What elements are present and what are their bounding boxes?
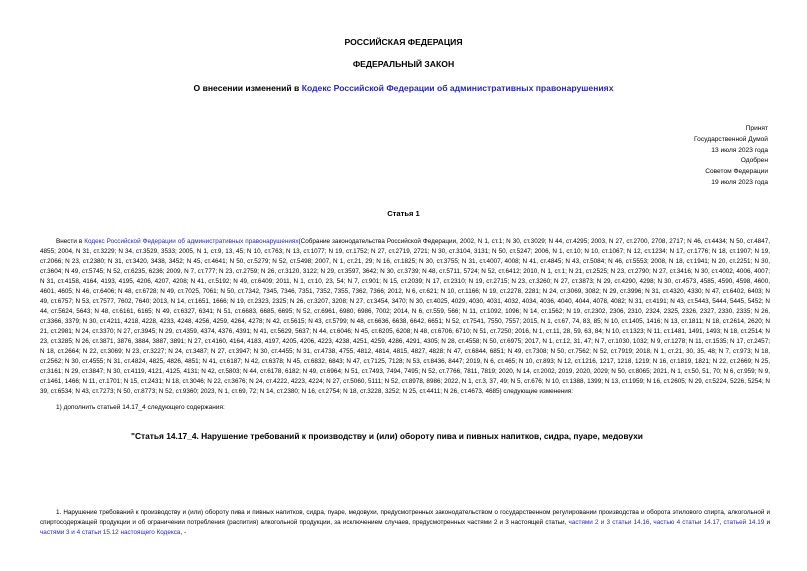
paragraph-1 — [40, 508, 770, 538]
approval-line: Советом Федерации — [705, 168, 768, 176]
approval-date: 19 июля 2023 года — [711, 178, 768, 186]
ref-link[interactable]: частями 2 — [568, 519, 599, 526]
law-title-prefix: О внесении изменений в — [193, 83, 302, 93]
item-1: 1) дополнить статьей 14.17_4 следующего содержания: — [56, 404, 225, 411]
ref-link[interactable]: частью 4 статьи 14.17 — [653, 519, 720, 526]
para1-sep: , — [649, 519, 654, 526]
para1-sep: , — [719, 519, 724, 526]
adoption-date: 13 июля 2023 года — [711, 146, 768, 154]
article-intro — [40, 237, 770, 397]
intro-prefix: Внести в — [56, 238, 85, 245]
intro-citations: (Собрание законодательства Российской Федерации, 2002, N 1, ст.1; N 30, ст.3029; N 44, ст.4295; 2003, N 27, ст.2700, 2708, 2717; N 46, ст.4434; N 50, ст.4847, 4855; 2004, N 31, ст.3229; N 34, ст.3529, 3533; 2005, N 1, ст.9, 13, 45; N 10, ст.763; N 13, ст.1077; N 19, ст.1752; N 27, ст.2719, 2721; N 30, ст.3104, 3131; N 50, ст.5247; 2006, N 1, ст.10; N 10, ст.1067; N 12, ст.1234; N 17, ст.1776; N 18, ст.1907; N 19, ст.2066; N 23, ст.2380; N 31, ст.3420, 3438, 3452; N 45, ст.4641; N 50, ст.5279; N 52, ст.5498; 2007, N 1, ст.21, 29; N 16, ст.1825; N 30, ст.3755; N 31, ст.4007, 4008; N 41, ст.4845; N 43, ст.5084; N 46, ст.5553; 2008, N 18, ст.1941; N 20, ст.2251; N 30, ст.3604; N 49, ст.5745; N 52, ст.6235, 6236; 2009, N 7, ст.777; N 23, ст.2759; N 26, ст.3120, 3122; N 29, ст.3597, 3642; N 30, ст.3739; N 48, ст.5711, 5724; N 52, ст.6412; 2010, N 1, ст.1; N 21, ст.2525; N 23, ст.2790; N 27, ст.3416; N 30, ст.4002, 4006, 4007; N 31, ст.4158, 4164, 4193, 4195, 4206, 4207, 4208; N 41, ст.5192; N 49, ст.6409; 2011, N 1, ст.10, 23, 54; N 7, ст.901; N 15, ст.2039; N 17, ст.2310; N 19, ст.2715; N 23, ст.3260; N 27, ст.3873; N 29, ст.4290, 4298; N 30, ст.4573, 4585, 4590, 4598, 4600, 4601, 4605; N 46, ст.6406; N 48, ст.6728; N 49, ст.7025, 7061; N 50, ст.7342, 7345, 7346, 7351, 7352, 7355, 7362, 7366; 2012, N 6, ст.621; N 10, ст.1166; N 19, ст.2278, 2281; N 24, ст.3069, 3082; N 29, ст.3996; N 31, ст.4320, 4330; N 47, ст.6402, 6403; N 49, ст.6757; N 53, ст.7577, 7602, 7640; 2013, N 14, ст.1651, 1666; N 19, ст.2323, 2325; N 26, ст.3207, 3208; N 27, ст.3454, 3470; N 30, ст.4025, 4029, 4030, 4031, 4032, 4034, 4036, 4040, 4044, 4078, 4082; N 31, ст.4191; N 43, ст.5443, 5444, 5445, 5452; N 44, ст.5624, 5643; N 48, ст.6161, 6165; N 49, ст.6327, 6341; N 51, ст.6683, 6685, 6695; N 52, ст.6961, 6980, 6986, 7002; 2014, N 6, ст.559, 566; N 11, ст.1092, 1096; N 14, ст.1562; N 19, ст.2302, 2306, 2310, 2324, 2325, 2326, 2327, 2330, 2335; N 26, ст.3366, 3379; N 30, ст.4211, 4218, 4228, 4233, 4248, 4256, 4259, 4264, 4278; N 42, ст.5615; N 43, ст.5799; N 48, ст.6636, 6638, 6642, 6651; N 52, ст.7541, 7550, 7557; 2015, N 1, ст.67, 74, 83, 85; N 10, ст.1405, 1416; N 13, ст.1811; N 18, ст.2614, 2620; N 21, ст.2981; N 24, ст.3370; N 27, ст.3945; N 29, ст.4359, 4374, 4376, 4391; N 41, ст.5629, 5637; N 44, ст.6046; N 45, ст.6205, 6208; N 48, ст.6706, 6710; N 51, ст.7250; 2016, N 1, ст.11, 28, 59, 63, 84; N 10, ст.1323; N 11, ст.1481, 1491, 1493; N 18, ст.2514; N 23, ст.3285; N 26, ст.3871, 3876, 3884, 3887, 3891; N 27, ст.4160, 4164, 4183, 4197, 4205, 4206, 4223, 4238, 4251, 4259, 4286, 4291, 4305; N 28, ст.4558; N 50, ст.6975; 2017, N 1, ст.12, 31, 47; N 7, ст.1030, 1032; N 9, ст.1278; N 11, ст.1535; N 17, ст.2457; N 18, ст.2664; N 22, ст.3069; N 23, ст.3227; N 24, ст.3487; N 27, ст.3947; N 30, ст.4455; N 31, ст.4738, 4755, 4812, 4814, 4815, 4827, 4828; N 47, ст.6844, 6851; N 49, ст.7308; N 50, ст.7562; N 52, ст.7919; 2018, N 1, ст.21, 30, 35, 48; N 7, ст.973; N 18, ст.2562; N 30, ст.4555; N 31, ст.4824, 4825, 4826, 4851; N 41, ст.6187; N 42, ст.6378; N 45, ст.6832, 6843; N 47, ст.7125, 7128; N 53, ст.8436, 8447; 2019, N 6, ст.465; N 10, ст.893; N 12, ст.1216, 1217, 1218, 1219; N 16, ст.1819, 1821; N 22, ст.2669; N 25, ст.3161; N 29, ст.3847; N 30, ст.4119, 4121, 4125, 4131; N 42, ст.5803; N 44, ст.6178, 6182; N 49, ст.6964; N 51, ст.7493, 7494, 7495; N 52, ст.7766, 7811, 7819; 2020, N 14, ст.2002, 2019, 2020, 2029; N 50, ст.8065; 2021, N 1, ст.50, 51, 70; N 6, ст.959; N 9, ст.1461, 1466; N 11, ст.1701; N 15, ст.2431; N 18, ст.3046; N 22, ст.3676; N 24, ст.4222, 4223, 4224; N 27, ст.5060, 5111; N 52, ст.8978, 8986; 2022, N 1, ст.3, 37, 49; N 5, ст.676; N 10, ст.1388, 1399; N 13, ст.1959; N 16, ст.2605; N 29, ст.5224, 5226, 5254; N 39, ст.6534; N 43, ст.7273; N 50, ст.8773; N 52, ст.9360; 2023, N 1, ст.69, 72; N 14, ст.2380; N 16, ст.2754; N 18, ст.3228, 3252; N 25, ст.4411; N 26, ст.4673, 4685) следующие изменения: — [40, 238, 770, 395]
ref-link[interactable]: частями 3 и 4 статьи 15.12 настоящего Кодекса — [40, 529, 181, 536]
para1-sep: и — [764, 519, 770, 526]
new-article-title: "Статья 14.17_4. Нарушение требований к производству и (или) обороту пива и пивных напитков, сидра, пуаре, медовухи — [131, 431, 643, 441]
article-heading: Статья 1 — [387, 209, 420, 218]
para1-end: , - — [180, 529, 187, 536]
ref-link[interactable]: статьей 14.19 — [723, 519, 765, 526]
adoption-line: Принят — [745, 125, 768, 132]
paragraph-1-text: 1. Нарушение требований к производству и (или) обороту пива и пивных напитков, сидра, пуаре, медовухи, предусмотренных законодательством о государственном регулировании производства и оборота этилового спирта, алкогольной и спиртосодержащей продукции и об ограничении потребления (распития) алкогольной продукции, за исключением случаев, предусмотренных частями 2 и 3 настоящей статьи, — [40, 509, 770, 526]
adoption-line: Государственной Думой — [694, 135, 768, 143]
ref-link[interactable]: и 3 статьи 14.16 — [600, 519, 650, 526]
country-heading: РОССИЙСКАЯ ФЕДЕРАЦИЯ — [344, 37, 463, 47]
adoption-block — [568, 124, 768, 189]
approval-line: Одобрен — [740, 157, 768, 165]
law-title-link[interactable]: Кодекс Российской Федерации об административных правонарушениях — [301, 83, 614, 93]
law-title — [0, 83, 807, 93]
law-type-heading: ФЕДЕРАЛЬНЫЙ ЗАКОН — [352, 59, 455, 69]
code-link[interactable]: Кодекс Российской Федерации об административных правонарушениях — [84, 238, 299, 245]
